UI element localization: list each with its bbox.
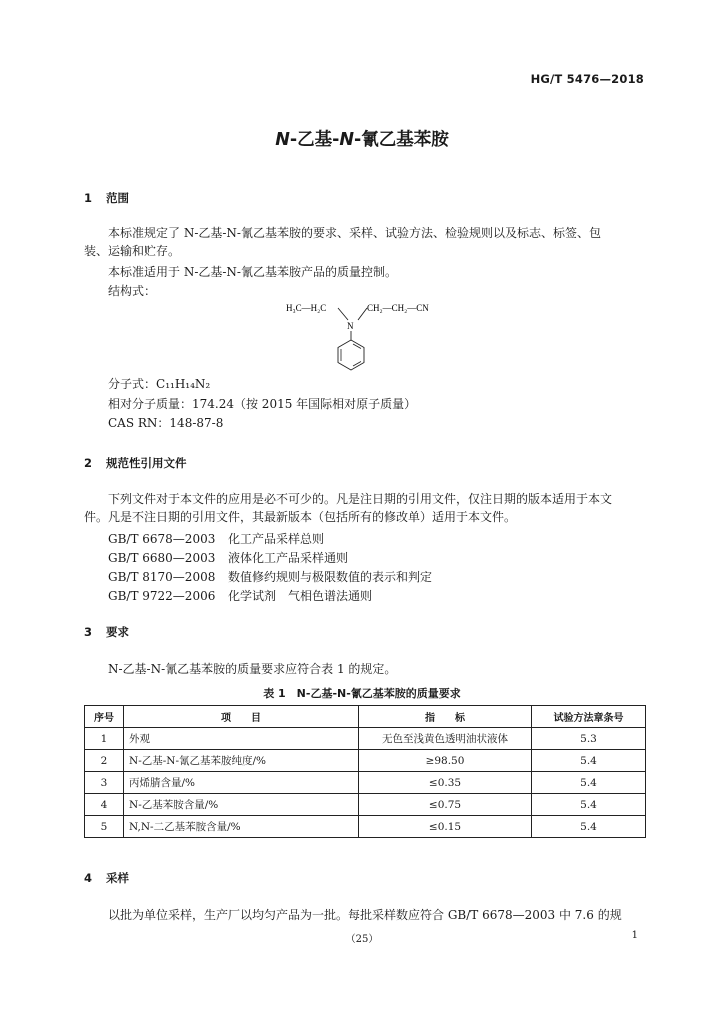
- standard-code: HG/T 5476—2018: [530, 72, 644, 86]
- reference-title: 液体化工产品采样通则: [228, 551, 349, 565]
- refs-intro-line-2: 件。凡是不注日期的引用文件，其最新版本（包括所有的修改单）适用于本文件。: [84, 510, 517, 524]
- footer-center-number: （25）: [345, 934, 379, 945]
- title-mid1: -乙基-: [289, 130, 340, 150]
- reference-code: GB/T 6680—2003: [108, 551, 216, 565]
- row-item: 丙烯腈含量/%: [124, 772, 359, 794]
- row-method: 5.4: [532, 750, 646, 772]
- row-item: N,N-二乙基苯胺含量/%: [124, 816, 359, 838]
- reference-title: 化工产品采样总则: [228, 532, 325, 546]
- reference-code: GB/T 9722—2006: [108, 589, 216, 603]
- scope-line-2: 装、运输和贮存。: [84, 244, 181, 258]
- structural-formula: [278, 296, 458, 378]
- reference-item: [108, 568, 432, 585]
- title-mid2: -氰乙基苯胺: [354, 130, 449, 150]
- row-no: 3: [85, 772, 124, 794]
- row-method: 5.4: [532, 816, 646, 838]
- row-spec: ≤0.35: [359, 772, 532, 794]
- header-method: 试验方法章条号: [532, 706, 646, 728]
- table-caption: 表 1 N-乙基-N-氰乙基苯胺的质量要求: [263, 687, 461, 700]
- reference-item: [108, 587, 372, 604]
- bond-left: [338, 308, 348, 320]
- row-spec: ≤0.75: [359, 794, 532, 816]
- table-row: [85, 772, 646, 794]
- reference-item: [108, 530, 324, 547]
- table-row: [85, 794, 646, 816]
- cas-number: CAS RN：148-87-8: [108, 416, 224, 430]
- scope-line-3: 本标准适用于 N-乙基-N-氰乙基苯胺产品的质量控制。: [108, 265, 397, 279]
- table-row: [85, 750, 646, 772]
- row-no: 4: [85, 794, 124, 816]
- row-item: N-乙基苯胺含量/%: [124, 794, 359, 816]
- structure-nitrogen: N: [347, 321, 354, 331]
- section-2-num: 2: [84, 456, 93, 470]
- scope-line-1: 本标准规定了 N-乙基-N-氰乙基苯胺的要求、采样、试验方法、检验规则以及标志、标签、包: [108, 226, 601, 240]
- reference-title: 数值修约规则与极限数值的表示和判定: [228, 570, 433, 584]
- title-n1: N: [275, 130, 290, 150]
- sampling-text: 以批为单位采样，生产厂以均匀产品为一批。每批采样数应符合 GB/T 6678—2003 中 7.6 的规: [108, 908, 622, 922]
- formula-label: 分子式：: [108, 377, 157, 391]
- header-no: 序号: [85, 706, 124, 728]
- row-spec: ≤0.15: [359, 816, 532, 838]
- section-3-title: 要求: [106, 625, 129, 639]
- row-method: 5.3: [532, 728, 646, 750]
- section-4-heading: [84, 870, 129, 886]
- row-spec: 无色至浅黄色透明油状液体: [359, 728, 532, 750]
- page-title: [0, 126, 724, 151]
- section-4-title: 采样: [106, 871, 129, 885]
- structure-left-chain: H₃C—H₂C: [286, 303, 327, 313]
- bond-right: [358, 308, 367, 320]
- header-spec: 指 标: [359, 706, 532, 728]
- row-item: 外观: [124, 728, 359, 750]
- section-1-num: 1: [84, 191, 93, 205]
- page-number: 1: [631, 930, 638, 941]
- structure-label: 结构式：: [108, 284, 157, 298]
- section-2-title: 规范性引用文件: [106, 456, 187, 470]
- structure-right-chain: CH₂—CH₂—CN: [367, 303, 429, 313]
- table-header-row: [85, 706, 646, 728]
- table-row: [85, 816, 646, 838]
- row-no: 1: [85, 728, 124, 750]
- benzene-ring: [338, 340, 364, 370]
- row-spec: ≥98.50: [359, 750, 532, 772]
- row-no: 2: [85, 750, 124, 772]
- molecular-formula: C₁₁H₁₄N₂: [156, 377, 211, 391]
- row-method: 5.4: [532, 772, 646, 794]
- molecular-weight: 相对分子质量：174.24（按 2015 年国际相对原子质量）: [108, 397, 417, 411]
- reference-code: GB/T 6678—2003: [108, 532, 216, 546]
- section-3-heading: [84, 624, 129, 640]
- section-1-title: 范围: [106, 191, 129, 205]
- header-item: 项 目: [124, 706, 359, 728]
- row-item: N-乙基-N-氰乙基苯胺纯度/%: [124, 750, 359, 772]
- requirements-table: [84, 705, 646, 838]
- reference-title: 化学试剂 气相色谱法通则: [228, 589, 373, 603]
- title-n2: N: [339, 130, 355, 150]
- requirements-intro: N-乙基-N-氰乙基苯胺的质量要求应符合表 1 的规定。: [108, 662, 397, 676]
- reference-code: GB/T 8170—2008: [108, 570, 216, 584]
- reference-item: [108, 549, 348, 566]
- refs-intro-line-1: 下列文件对于本文件的应用是必不可少的。凡是注日期的引用文件，仅注日期的版本适用于本文: [108, 492, 613, 506]
- table-row: [85, 728, 646, 750]
- molecular-formula-line: [108, 375, 210, 393]
- section-1-heading: [84, 190, 129, 206]
- row-no: 5: [85, 816, 124, 838]
- section-2-heading: [84, 455, 187, 471]
- section-3-num: 3: [84, 625, 93, 639]
- row-method: 5.4: [532, 794, 646, 816]
- section-4-num: 4: [84, 871, 93, 885]
